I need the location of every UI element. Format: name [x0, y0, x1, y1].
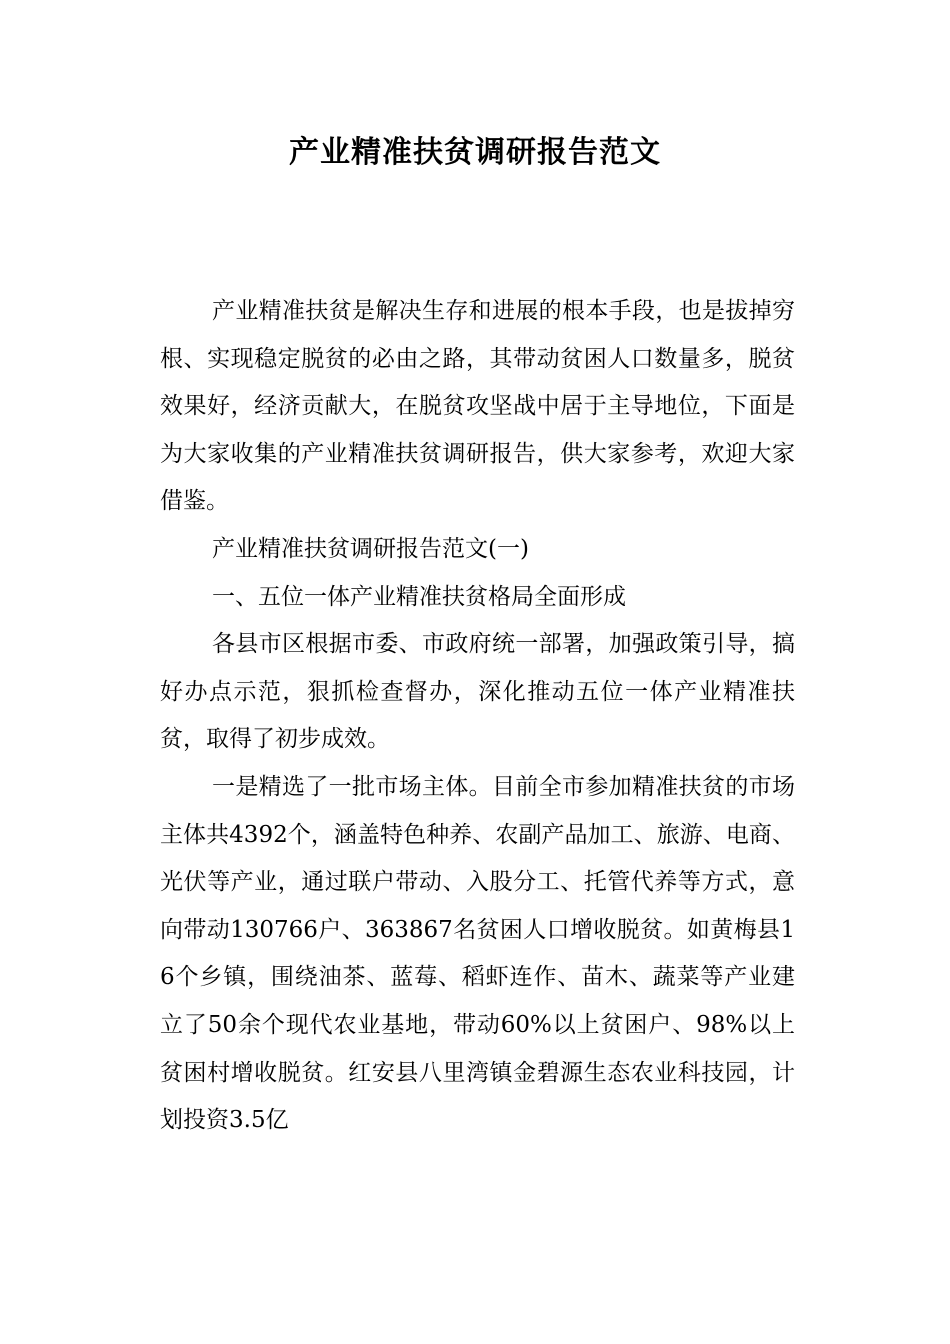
intro-paragraph: 产业精准扶贫是解决生存和进展的根本手段，也是拔掉穷根、实现稳定脱贫的必由之路，其带动贫困人口数量多，脱贫效果好，经济贡献大，在脱贫攻坚战中居于主导地位，下面是为大家收集的产业精准扶贫调研报告，供大家参考，欢迎大家借鉴。	[160, 298, 795, 515]
body-paragraph: 一是精选了一批市场主体。目前全市参加精准扶贫的市场主体共4392个，涵盖特色种养、农副产品加工、旅游、电商、光伏等产业，通过联户带动、入股分工、托管代养等方式，意向带动130766户、363867名贫困人口增收脱贫。如黄梅县16个乡镇，围绕油茶、蓝莓、稻虾连作、苗木、蔬菜等产业建立了50余个现代农业基地，带动60%以上贫困户、98%以上贫困村增收脱贫。红安县八里湾镇金碧源生态农业科技园，计划投资3.5亿	[160, 773, 795, 1134]
body-paragraph: 各县市区根据市委、市政府统一部署，加强政策引导，搞好办点示范，狠抓检查督办，深化推动五位一体产业精准扶贫，取得了初步成效。	[160, 631, 795, 753]
section-heading-example-one: 产业精准扶贫调研报告范文(一)	[212, 535, 529, 562]
document-title: 产业精准扶贫调研报告范文	[289, 135, 661, 170]
document-body	[160, 288, 795, 1145]
section-heading-part-one: 一、五位一体产业精准扶贫格局全面形成	[212, 583, 626, 610]
